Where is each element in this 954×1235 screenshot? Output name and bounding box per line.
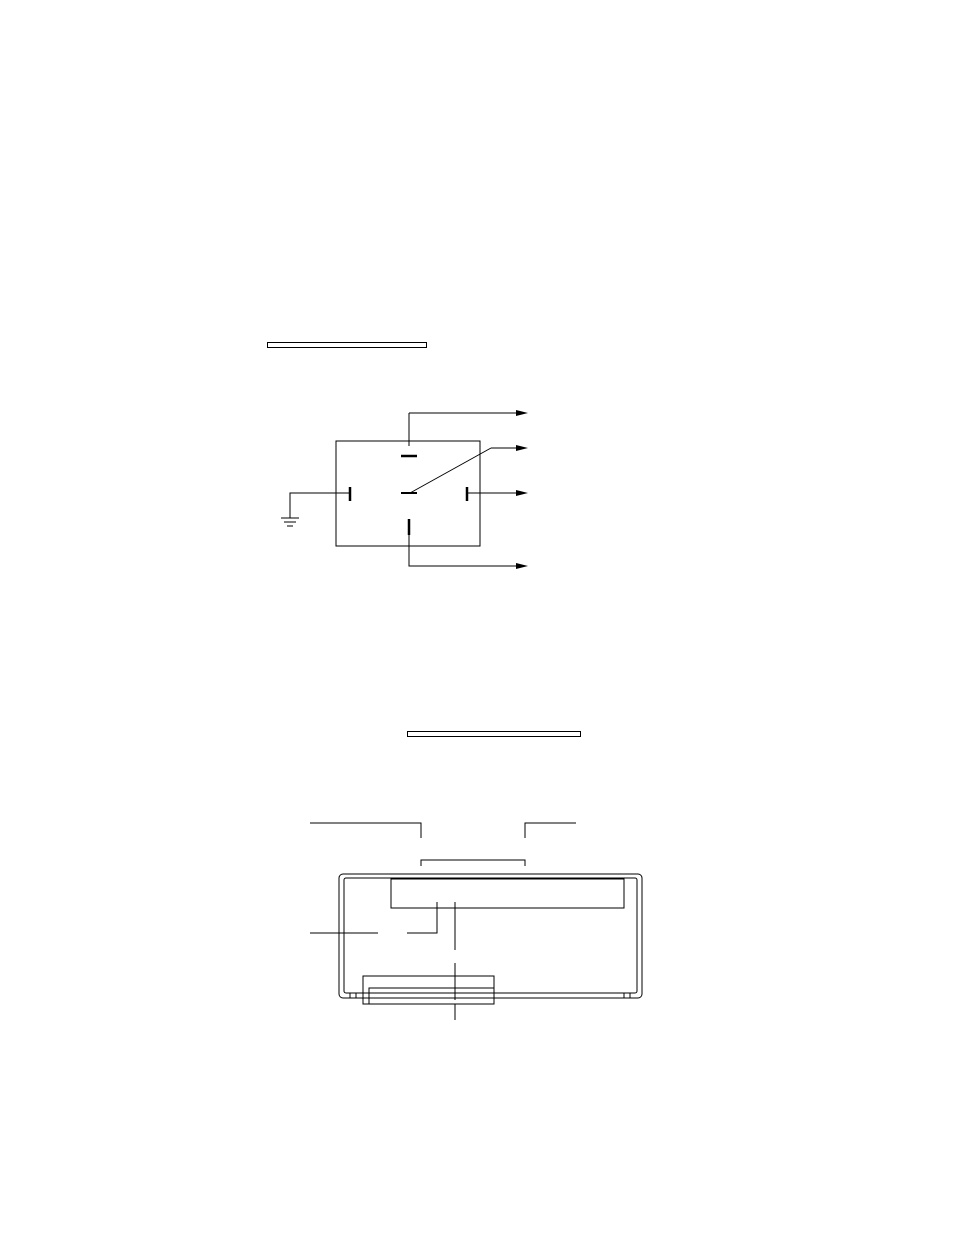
lighting-level-note — [267, 342, 427, 348]
accessory-switch-note — [407, 731, 581, 737]
